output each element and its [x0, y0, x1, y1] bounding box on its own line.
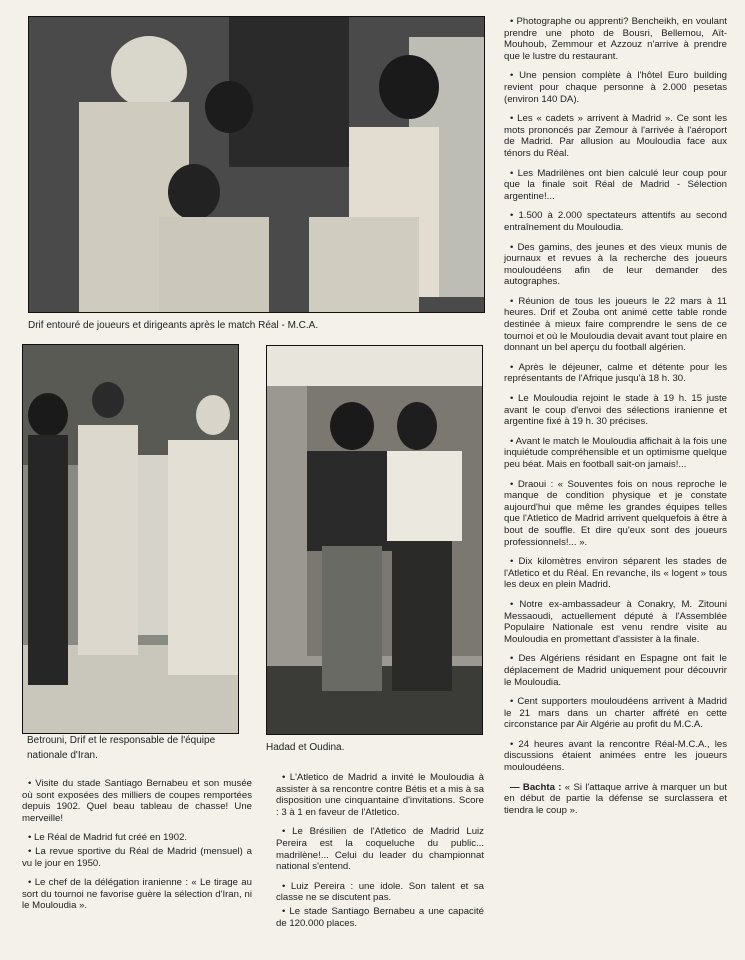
right-item: • Le Mouloudia rejoint le stade à 19 h. 15 juste avant le coup d'envoi des sélections iranienne et argentine fixé à 19 h. 30 précises. [504, 393, 727, 428]
bottom-mid-item: • L'Atletico de Madrid a invité le Mouloudia à assister à sa rencontre contre Bétis et a mis à sa disposition une cinquantaine d'invitations. Score : 3 à 1 en faveur de l'Atletico. [276, 772, 484, 818]
bottom-mid-column [276, 772, 484, 937]
photo-right [266, 345, 483, 735]
right-item: • Après le déjeuner, calme et détente pour les représentants de l'Afrique jusqu'à 18 h. 30. [504, 361, 727, 385]
caption-right: Hadad et Oudina. [266, 742, 345, 753]
right-item: • Avant le match le Mouloudia affichait à la fois une inquiétude compréhensible et un optimisme quelque peu béat. Mais en football sait-on jamais!... [504, 435, 727, 470]
right-item: • Dix kilomètres environ séparent les stades de l'Atletico et du Réal. En revanche, ils « logent » tous les deux en plein Madrid. [504, 556, 727, 591]
bachta-quote: — Bachta : « Si l'attaque arrive à marquer un but en début de partie la défense se surclassera et tiendra le coup ». [504, 781, 727, 816]
right-item: • 1.500 à 2.000 spectateurs attentifs au second entraînement du Mouloudia. [504, 210, 727, 233]
right-item: • Les « cadets » arrivent à Madrid ». Ce sont les mots prononcés par Zemour à l'arrivée à l'aéroport de Madrid. Par allusion au Mouloudia face aux ténors du Réal. [504, 113, 727, 159]
right-item: • Des gamins, des jeunes et des vieux munis de journaux et revues à la recherche des joueurs mouloudéens afin de leur demander des autographes. [504, 241, 727, 288]
right-item: • Des Algériens résidant en Espagne ont fait le déplacement de Madrid uniquement pour découvrir le Mouloudia. [504, 653, 727, 688]
caption-left: Betrouni, Drif et le responsable de l'équipe nationale d'Iran. [27, 735, 216, 761]
right-item: • 24 heures avant la rencontre Réal-M.C.A., les discussions étaient animées entre les joueurs mouloudéens. [504, 738, 727, 774]
right-item: • Photographe ou apprenti? Bencheikh, en voulant prendre une photo de Bousri, Bellemou, Aït-Mouhoub, Zemmour et Azzouz n'arrive à prendre que le lustre du restaurant. [504, 16, 727, 62]
bottom-left-item: • La revue sportive du Réal de Madrid (mensuel) a vu le jour en 1950. [22, 845, 252, 869]
bottom-mid-item: • Luiz Pereira : une idole. Son talent et sa classe ne se discutent pas. [276, 880, 484, 904]
bottom-left-item: • Le Réal de Madrid fut créé en 1902. [28, 832, 188, 844]
bottom-left-item: • Le chef de la délégation iranienne : « Le tirage au sort du tournoi ne favorise guère la sélection d'Iran, ni le Mouloudia ». [22, 877, 252, 912]
right-item: • Notre ex-ambassadeur à Conakry, M. Zitouni Messaoudi, actuellement député à l'Assemblée Populaire Nationale est venu rendre visite au Mouloudia en promettant d'assister à la finale. [504, 598, 727, 645]
right-item: • Les Madrilènes ont bien calculé leur coup pour que la finale soit Réal de Madrid - Sélection argentine!... [504, 167, 727, 202]
right-item: • Une pension complète à l'hôtel Euro building revient pour chaque personne à 2.000 pesetas (environ 140 DA). [504, 70, 727, 105]
bottom-left-item: • Visite du stade Santiago Bernabeu et son musée où sont exposées des milliers de coupes remportées depuis 1902. Quel beau tableau de chasse! Une merveille! [22, 778, 252, 824]
photo-left [22, 344, 239, 734]
bottom-mid-item: • Le stade Santiago Bernabeu a une capacité de 120.000 places. [276, 905, 484, 929]
right-item: • Draoui : « Souventes fois on nous reproche le manque de condition physique et je constate aujourd'hui que même les grandes équipes telles que l'Atletico de Madrid arrivent quelquefois à être à bout de souffle. Et dire qu'eux sont des joueurs professionnels!... ». [504, 478, 727, 548]
right-column [504, 16, 727, 824]
photo-top [28, 16, 485, 313]
caption-top: Drif entouré de joueurs et dirigeants après le match Réal - M.C.A. [28, 320, 319, 331]
bottom-left-column [22, 778, 252, 920]
right-item: • Réunion de tous les joueurs le 22 mars à 11 heures. Drif et Zouba ont animé cette table ronde destinée à mieux faire comprendre le sens de ce tournoi et où le Mouloudia devait avant tout plaire en donnant un bel aperçu du football algérien. [504, 295, 727, 354]
right-item: • Cent supporters mouloudéens arrivent à Madrid le 21 mars dans un charter affrété en cette circonstance par Air Algérie au profit du M.C.A. [504, 696, 727, 731]
bottom-mid-item: • Le Brésilien de l'Atletico de Madrid Luiz Pereira est la coqueluche du public... madrilène!... Celui du leader du championnat national s'entend. [276, 826, 484, 873]
